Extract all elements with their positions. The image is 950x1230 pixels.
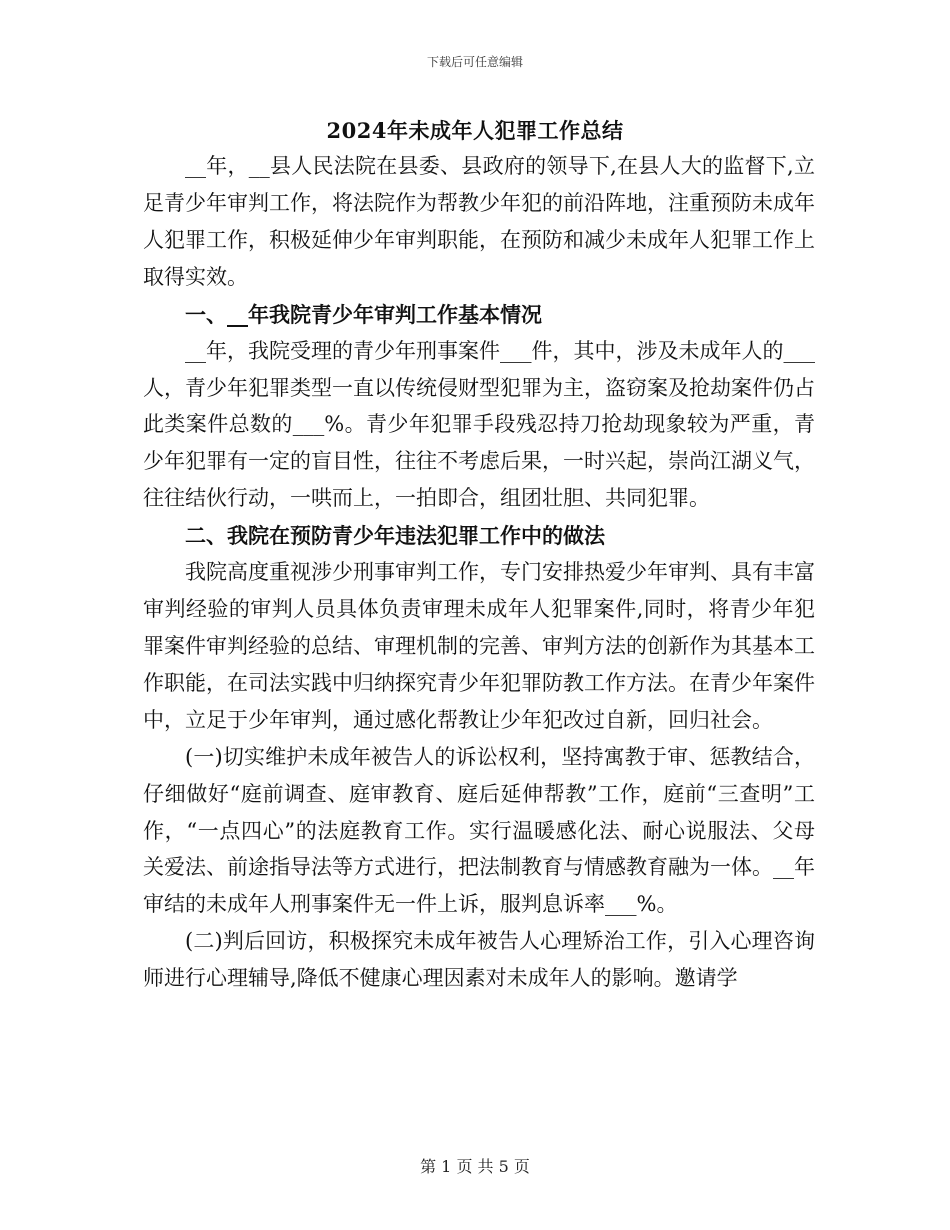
section-heading-1: 一、__年我院青少年审判工作基本情况 [185, 301, 542, 327]
document-title: 2024年未成年人犯罪工作总结 [326, 118, 624, 143]
section-heading-2: 二、我院在预防青少年违法犯罪工作中的做法 [185, 523, 605, 549]
page-number: 第 1 页 共 5 页 [420, 1157, 530, 1176]
document-body [143, 148, 815, 997]
intro-paragraph: __年，__县人民法院在县委、县政府的领导下,在县人大的监督下,立足青少年审判工作，将法院作为帮教少年犯的前沿阵地，注重预防未成年人犯罪工作，积极延伸少年审判职能，在预防和减少未成年人犯罪工作上取得实效。 [143, 154, 815, 289]
subsection-2-paragraph: (二)判后回访，积极探究未成年被告人心理矫治工作，引入心理咨询师进行心理辅导,降低不健康心理因素对未成年人的影响。邀请学 [143, 929, 815, 991]
section-1-paragraph: __年，我院受理的青少年刑事案件___件，其中，涉及未成年人的___人，青少年犯罪类型一直以传统侵财型犯罪为主，盗窃案及抢劫案件仍占此类案件总数的___%。青少年犯罪手段残忍持刀抢劫现象较为严重，青少年犯罪有一定的盲目性，往往不考虑后果，一时兴起，崇尚江湖义气，往往结伙行动，一哄而上，一拍即合，组团壮胆、共同犯罪。 [143, 338, 815, 511]
subsection-1-paragraph: (一)切实维护未成年被告人的诉讼权利，坚持寓教于审、惩教结合，仔细做好“庭前调查、庭审教育、庭后延伸帮教”工作，庭前“三查明”工作，“一点四心”的法庭教育工作。实行温暖感化法、耐心说服法、父母关爱法、前途指导法等方式进行，把法制教育与情感教育融为一体。__年审结的未成年人刑事案件无一件上诉，服判息诉率___%。 [143, 744, 815, 917]
section-2-paragraph: 我院高度重视涉少刑事审判工作，专门安排热爱少年审判、具有丰富审判经验的审判人员具体负责审理未成年人犯罪案件,同时，将青少年犯罪案件审判经验的总结、审理机制的完善、审判方法的创新作为其基本工作职能，在司法实践中归纳探究青少年犯罪防教工作方法。在青少年案件中，立足于少年审判，通过感化帮教让少年犯改过自新，回归社会。 [143, 560, 815, 732]
download-note: 下载后可任意编辑 [426, 55, 523, 69]
